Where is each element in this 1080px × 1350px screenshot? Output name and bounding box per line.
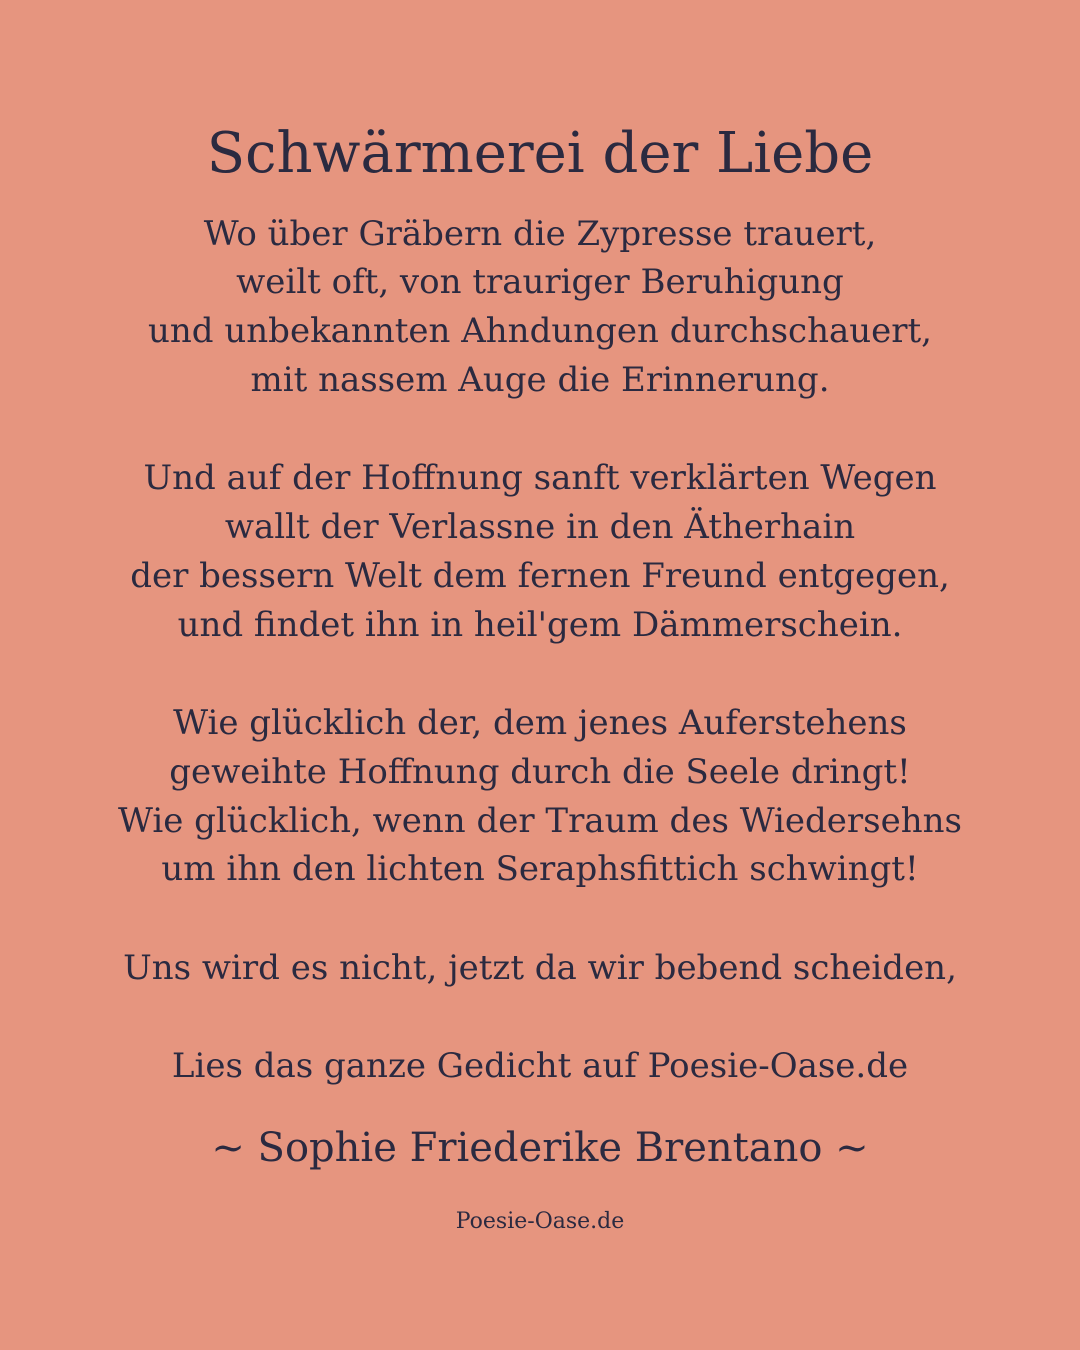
poem-line: Uns wird es nicht, jetzt da wir bebend scheiden, <box>123 948 957 988</box>
poem-line: Wie glücklich der, dem jenes Auferstehens <box>173 703 907 743</box>
poem-author: ~ Sophie Friederike Brentano ~ <box>211 1125 869 1171</box>
poem-line: Und auf der Hoffnung sanft verklärten Wegen <box>143 458 937 498</box>
poem-line: und unbekannten Ahndungen durchschauert, <box>148 311 932 351</box>
poem-line: Wie glücklich, wenn der Traum des Wiedersehns <box>118 801 962 841</box>
poem-line: der bessern Welt dem fernen Freund entgegen, <box>130 556 950 596</box>
poem-line: geweihte Hoffnung durch die Seele dringt! <box>169 752 911 792</box>
poem-line: um ihn den lichten Seraphsfittich schwingt! <box>161 849 919 889</box>
read-more-text: Lies das ganze Gedicht auf Poesie-Oase.de <box>171 1046 909 1086</box>
poem-line: und findet ihn in heil'gem Dämmerschein. <box>177 605 903 645</box>
poem-line: wallt der Verlassne in den Ätherhain <box>224 507 856 547</box>
poem-line: Wo über Gräbern die Zypresse trauert, <box>203 214 877 254</box>
poem-line: weilt oft, von trauriger Beruhigung <box>236 262 844 302</box>
poem-line: mit nassem Auge die Erinnerung. <box>250 360 830 400</box>
site-watermark: Poesie-Oase.de <box>455 1209 625 1234</box>
poem-title: Schwärmerei der Liebe <box>206 121 874 186</box>
